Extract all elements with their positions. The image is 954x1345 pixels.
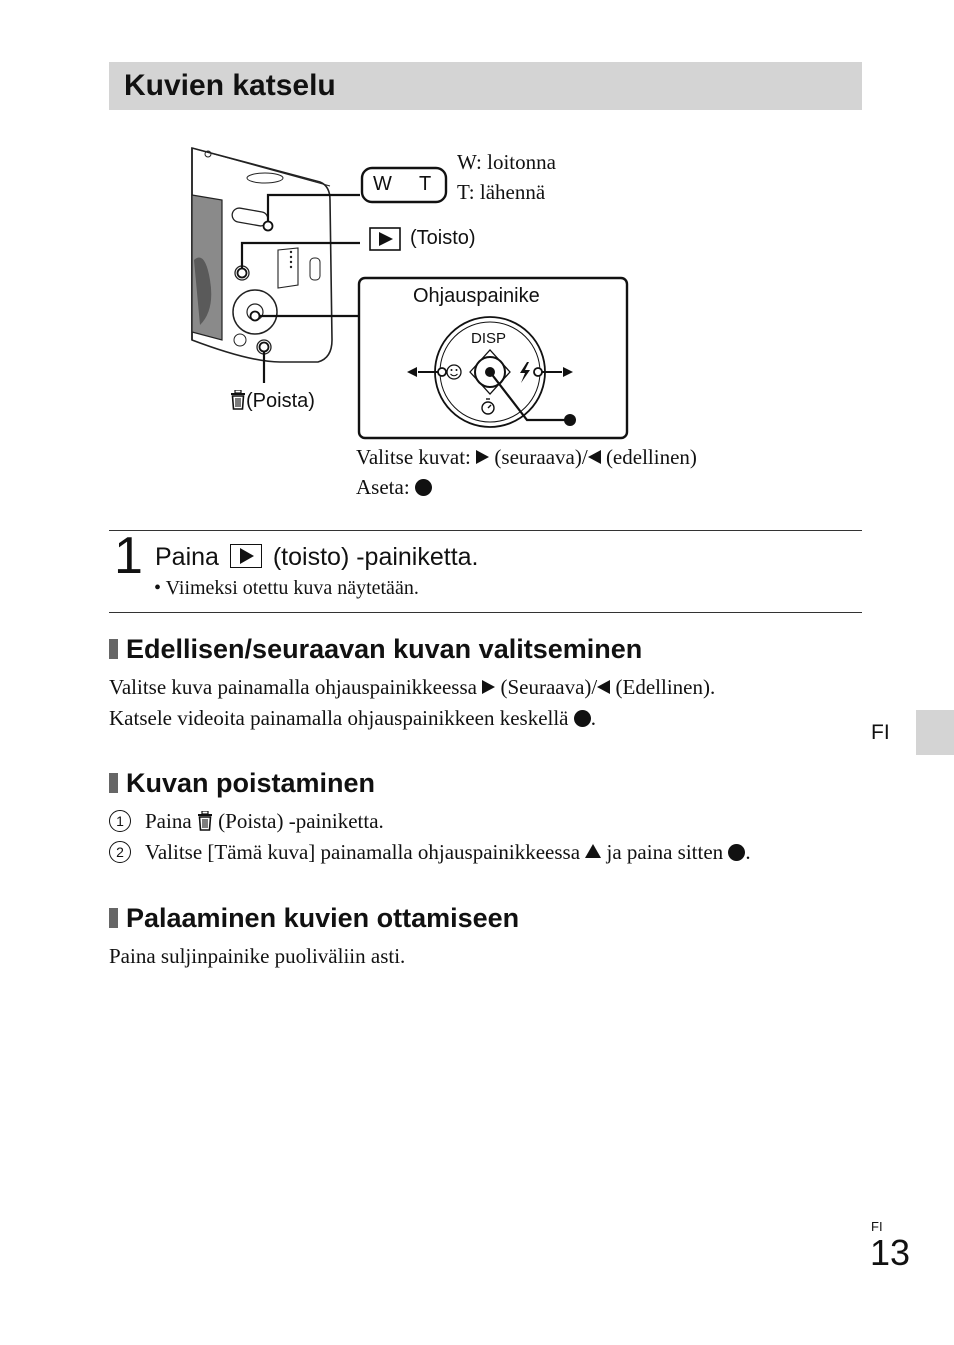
center-button-icon bbox=[415, 479, 432, 496]
prevnext-line1-a: Valitse kuva painamalla ohjauspainikkeessa bbox=[109, 675, 477, 699]
select-images-line bbox=[356, 445, 697, 470]
control-title: Ohjauspainike bbox=[413, 285, 540, 307]
prevnext-line2-text: Katsele videoita painamalla ohjauspainikkeen keskellä bbox=[109, 706, 569, 730]
delete-item-2-a: Valitse [Tämä kuva] painamalla ohjauspainikkeessa bbox=[145, 840, 581, 864]
trash-icon bbox=[230, 390, 246, 410]
right-arrow-icon bbox=[476, 450, 489, 464]
delete-item-2-b: ja paina sitten bbox=[606, 840, 724, 864]
set-label: Aseta: bbox=[356, 475, 410, 499]
step-bullet: • Viimeksi otettu kuva näytetään. bbox=[154, 577, 419, 599]
center-button-icon bbox=[728, 844, 745, 861]
zoom-w-label: W: loitonna bbox=[457, 150, 556, 174]
center-button-icon bbox=[574, 710, 591, 727]
delete-item-1-b: (Poista) -painiketta. bbox=[218, 809, 384, 833]
delete-item-2-end: . bbox=[745, 840, 751, 864]
page-title: Kuvien katselu bbox=[124, 69, 336, 102]
prevnext-line1-b: (Seuraava)/ bbox=[500, 675, 598, 699]
side-tab bbox=[916, 710, 954, 755]
zoom-w-key: W bbox=[373, 173, 392, 195]
list-number-1: 1 bbox=[109, 810, 131, 832]
prevnext-line2 bbox=[109, 706, 596, 731]
side-language-label: FI bbox=[871, 721, 890, 744]
playback-label: (Toisto) bbox=[410, 227, 476, 249]
right-arrow-icon bbox=[482, 680, 495, 694]
heading-delete bbox=[109, 768, 375, 799]
delete-item-1 bbox=[145, 809, 384, 834]
play-icon bbox=[230, 544, 262, 568]
heading-marker-icon bbox=[109, 639, 118, 659]
left-arrow-icon bbox=[597, 680, 610, 694]
delete-item-1-a: Paina bbox=[145, 809, 192, 833]
select-next: (seuraava)/ bbox=[494, 445, 588, 469]
prevnext-line1-c: (Edellinen). bbox=[615, 675, 716, 699]
zoom-t-label: T: lähennä bbox=[457, 180, 546, 204]
up-arrow-icon bbox=[585, 844, 601, 858]
title-bar bbox=[109, 62, 862, 110]
left-arrow-icon bbox=[588, 450, 601, 464]
heading-marker-icon bbox=[109, 908, 118, 928]
heading-prevnext bbox=[109, 634, 642, 665]
delete-label: (Poista) bbox=[246, 390, 315, 412]
heading-return-text: Palaaminen kuvien ottamiseen bbox=[126, 903, 520, 933]
trash-icon bbox=[197, 811, 213, 831]
heading-marker-icon bbox=[109, 773, 118, 793]
disp-label: DISP bbox=[471, 330, 507, 347]
step-text-after: (toisto) -painiketta. bbox=[272, 543, 479, 571]
list-number-2: 2 bbox=[109, 841, 131, 863]
return-text: Paina suljinpainike puoliväliin asti. bbox=[109, 944, 406, 968]
heading-prevnext-text: Edellisen/seuraavan kuvan valitseminen bbox=[126, 634, 643, 664]
select-prefix: Valitse kuvat: bbox=[356, 445, 471, 469]
delete-label-group bbox=[230, 390, 315, 413]
prevnext-line2-end: . bbox=[590, 706, 596, 730]
step-number: 1 bbox=[114, 527, 143, 585]
camera-figure bbox=[180, 140, 800, 510]
page-number: 13 bbox=[870, 1232, 911, 1273]
step-text-before: Paina bbox=[155, 543, 219, 571]
footer-language: FI bbox=[871, 1219, 883, 1234]
step-top-rule bbox=[109, 530, 862, 531]
prevnext-line1 bbox=[109, 675, 715, 700]
heading-delete-text: Kuvan poistaminen bbox=[126, 768, 376, 798]
zoom-t-key: T bbox=[419, 173, 432, 195]
step-text bbox=[155, 543, 479, 572]
set-line bbox=[356, 475, 432, 500]
select-prev: (edellinen) bbox=[605, 445, 697, 469]
delete-item-2 bbox=[145, 840, 751, 865]
heading-return bbox=[109, 903, 519, 934]
step-bottom-rule bbox=[109, 612, 862, 613]
